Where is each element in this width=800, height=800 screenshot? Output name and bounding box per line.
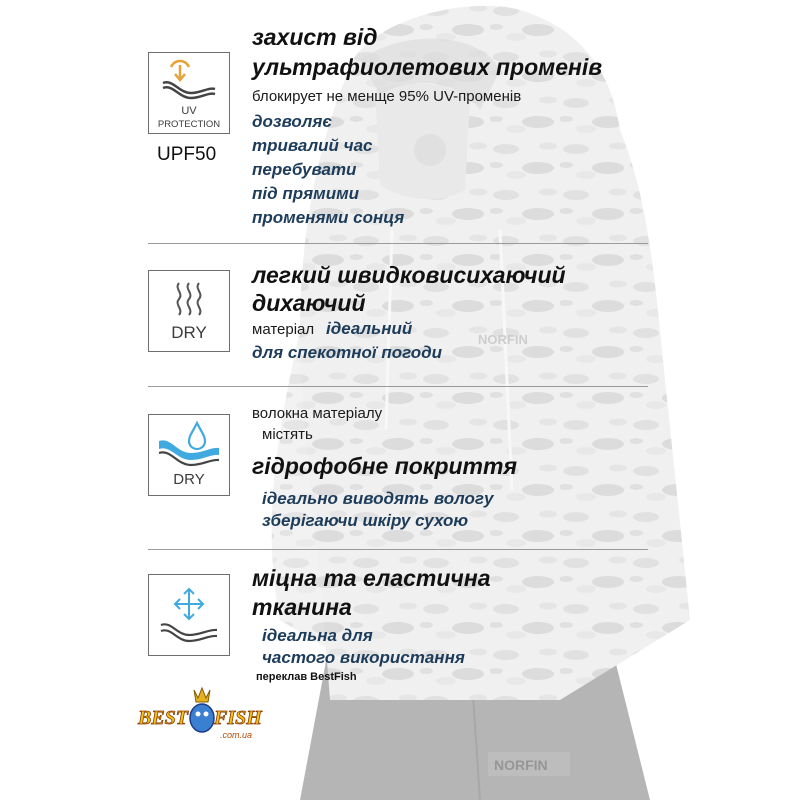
water-intro-line1: волокна матеріалу xyxy=(252,405,383,422)
water-title: гідрофобне покриття xyxy=(252,453,517,479)
dry-text-bold-1: ідеальний xyxy=(326,319,413,338)
uv-detail-line4: під прямими xyxy=(252,184,360,203)
uv-title-line2: ультрафиолетових променів xyxy=(252,54,603,80)
water-detail-line1: ідеально виводять вологу xyxy=(262,489,494,508)
section-divider-2 xyxy=(148,386,648,387)
garment-brand-waistband: NORFIN xyxy=(494,757,548,773)
logo-word-fish: FISH xyxy=(214,707,262,729)
stretch-detail-line2: частого використання xyxy=(262,648,465,667)
logo-word-best: BEST xyxy=(138,707,189,729)
stretch-arrows-icon-box xyxy=(148,574,230,656)
uv-caption-line2: PROTECTION xyxy=(157,119,221,130)
stretch-title-line1: міцна та еластична xyxy=(252,565,491,591)
water-repellent-icon-box xyxy=(148,414,230,496)
dry-title-line2: дихаючий xyxy=(252,290,366,316)
uv-detail-line5: променями сонця xyxy=(252,208,405,227)
garment-brand-chest: NORFIN xyxy=(478,332,528,347)
upf-rating: UPF50 xyxy=(157,144,217,165)
uv-title-line1: захист від xyxy=(252,24,378,50)
uv-detail-line1: дозволяє xyxy=(252,112,332,131)
bestfish-logo xyxy=(136,686,268,744)
dry-text-plain: матеріал xyxy=(252,321,315,338)
water-detail-line2: зберігаючи шкіру сухою xyxy=(262,511,469,530)
uv-protection-icon-box xyxy=(148,52,230,134)
stretch-arrows-icon xyxy=(149,575,229,655)
uv-detail-line2: тривалий час xyxy=(252,136,373,155)
dry-caption-2: DRY xyxy=(173,471,205,488)
translation-credit: переклав BestFish xyxy=(256,671,357,683)
dry-title-line1: легкий швидковисихаючий xyxy=(252,262,566,288)
water-intro-line2: містять xyxy=(262,426,313,443)
section-divider-1 xyxy=(148,243,648,244)
uv-subtitle: блокирует не менще 95% UV-променів xyxy=(252,88,522,105)
dry-quick-icon-box xyxy=(148,270,230,352)
stretch-detail-line1: ідеальна для xyxy=(262,626,373,645)
dry-caption-1: DRY xyxy=(171,323,207,342)
section-divider-3 xyxy=(148,549,648,550)
uv-detail-line3: перебувати xyxy=(252,160,357,179)
stretch-title-line2: тканина xyxy=(252,594,352,620)
logo-domain: .com.ua xyxy=(220,730,253,740)
uv-caption-line1: UV xyxy=(181,105,197,117)
dry-text-bold-2: для спекотної погоди xyxy=(252,343,443,362)
